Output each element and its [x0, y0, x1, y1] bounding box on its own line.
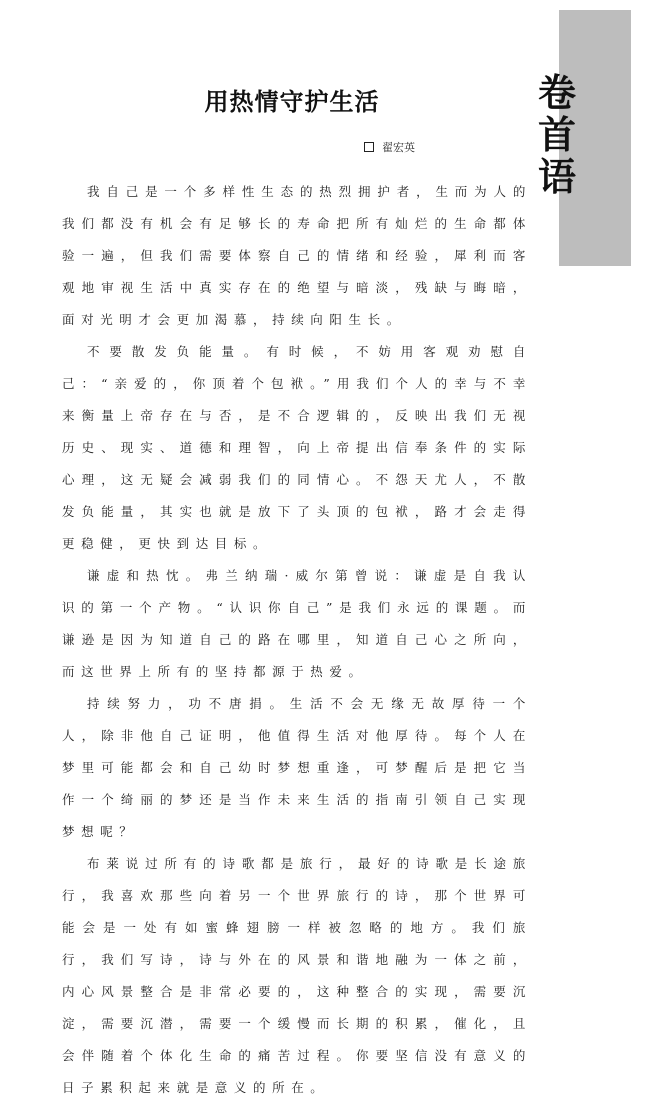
author-line [364, 139, 415, 155]
paragraph: 谦虚和热忱。弗兰纳瑞·威尔第曾说：谦虚是自我认识的第一个产物。“认识你自己”是我们永远的课题。而谦逊是因为知道自己的路在哪里，知道自己心之所向，而这世界上所有的坚持都源于热爱。 [62, 568, 532, 679]
article-body [62, 176, 532, 1104]
article-title: 用热情守护生活 [204, 87, 380, 116]
section-label-char: 语 [537, 154, 576, 199]
square-icon [364, 142, 374, 152]
paragraph: 不要散发负能量。有时候，不妨用客观劝慰自己：“亲爱的，你顶着个包袱。”用我们个人的幸与不幸来衡量上帝存在与否，是不合逻辑的，反映出我们无视历史、现实、道德和理智，向上帝提出信奉条件的实际心理，这无疑会减弱我们的同情心。不怨天尤人，不散发负能量，其实也就是放下了头顶的包袱，路才会走得更稳健，更快到达目标。 [62, 344, 532, 551]
section-label-char: 卷 [537, 70, 576, 115]
section-label [535, 72, 579, 198]
paragraph: 布莱说过所有的诗歌都是旅行，最好的诗歌是长途旅行，我喜欢那些向着另一个世界旅行的诗，那个世界可能会是一处有如蜜蜂翅膀一样被忽略的地方。我们旅行，我们写诗，诗与外在的风景和谐地融为一体之前，内心风景整合是非常必要的，这种整合的实现，需要沉淀，需要沉潜，需要一个缓慢而长期的积累，催化，且会伴随着个体化生命的痛苦过程。你要坚信没有意义的日子累积起来就是意义的所在。 [62, 856, 532, 1095]
section-label-char: 首 [537, 112, 576, 157]
paragraph: 我自己是一个多样性生态的热烈拥护者，生而为人的我们都没有机会有足够长的寿命把所有灿烂的生命都体验一遍，但我们需要体察自己的情绪和经验，犀利而客观地审视生活中真实存在的绝望与暗淡，残缺与晦暗，面对光明才会更加渴慕，持续向阳生长。 [62, 184, 532, 327]
author-name: 翟宏英 [382, 141, 415, 154]
paragraph: 持续努力，功不唐捐。生活不会无缘无故厚待一个人，除非他自己证明，他值得生活对他厚待。每个人在梦里可能都会和自己幼时梦想重逢，可梦醒后是把它当作一个绮丽的梦还是当作未来生活的指南引领自己实现梦想呢？ [62, 696, 532, 839]
